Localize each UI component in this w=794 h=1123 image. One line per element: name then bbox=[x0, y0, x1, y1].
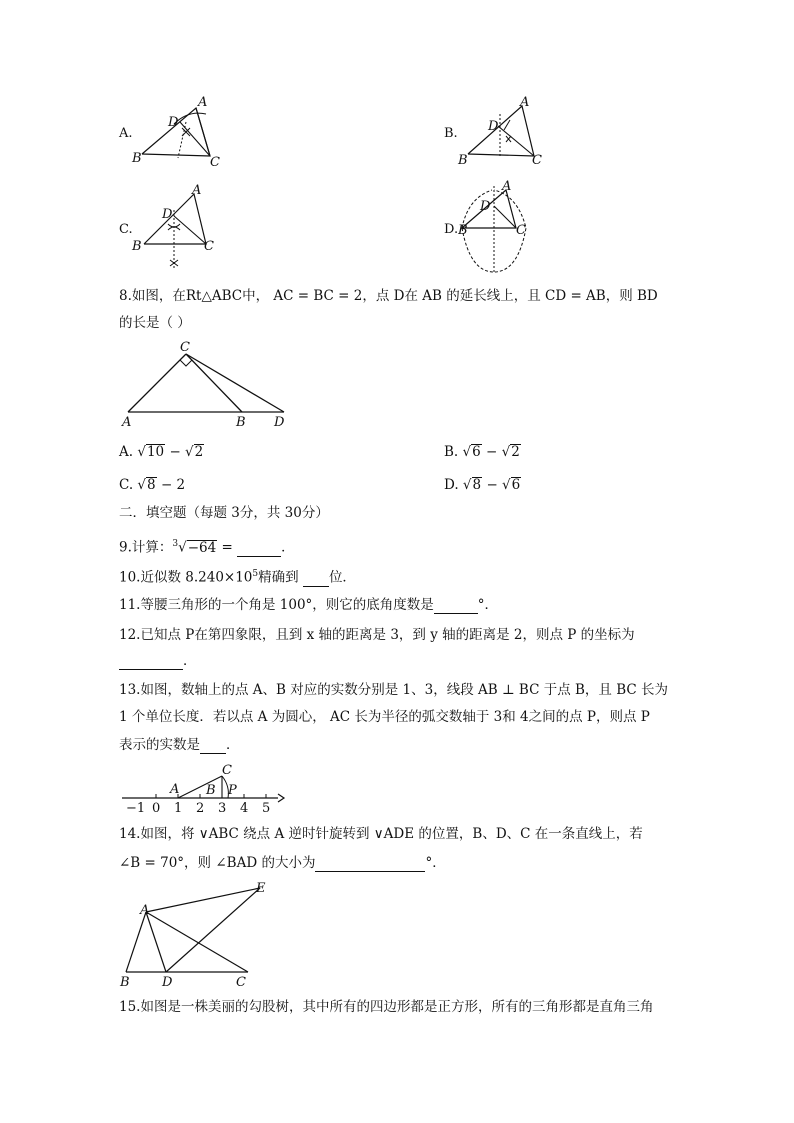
q7-option-c-label: C. bbox=[119, 222, 133, 237]
q8-option-b: B. √6 − √2 bbox=[444, 444, 520, 460]
q7-option-b-label: B. bbox=[444, 126, 458, 141]
q14-label-d: D bbox=[162, 975, 173, 990]
q13-label-a: A bbox=[170, 782, 180, 797]
q9: 9.计算：$^3$√−64 = ． bbox=[119, 539, 295, 556]
q13-tick-neg1: −1 bbox=[126, 801, 146, 816]
q7b-label-a: A bbox=[520, 95, 530, 110]
q7c-label-b: B bbox=[132, 239, 142, 254]
q8-text-line2: 的长是（ ） bbox=[119, 315, 191, 331]
q13-number-line-figure bbox=[118, 760, 288, 816]
q8-option-c: C. √8 − 2 bbox=[119, 477, 186, 493]
q10: 10.近似数 $8.240\times 10^5$精确到 位． bbox=[119, 569, 356, 586]
q14-label-b: B bbox=[120, 975, 130, 990]
q13-answer-blank[interactable] bbox=[200, 739, 226, 754]
q13-label-p: P bbox=[228, 783, 237, 798]
q13-line3: 表示的实数是 ． bbox=[119, 737, 240, 753]
q7-figure-a bbox=[130, 92, 230, 170]
q8-label-b: B bbox=[236, 415, 246, 430]
q7d-label-c: C bbox=[516, 223, 526, 238]
q7b-label-d: D bbox=[488, 119, 499, 134]
q13-tick-2: 2 bbox=[196, 801, 205, 816]
q7c-label-c: C bbox=[204, 239, 214, 254]
q7d-label-b: B bbox=[458, 223, 468, 238]
q8-text-line1: 8.如图，在Rt△ABC中， AC = BC = 2，点 D在 AB 的延长线上，且 CD = AB，则 BD bbox=[119, 288, 658, 304]
q7c-label-d: D bbox=[162, 207, 173, 222]
q15-line1: 15.如图是一株美丽的勾股树，其中所有的四边形都是正方形，所有的三角形都是直角三角 bbox=[119, 999, 654, 1015]
q13-line1: 13.如图，数轴上的点 A、B 对应的实数分别是 1、3，线段 AB ⊥ BC 于点 B，且 BC 长为 bbox=[119, 682, 669, 698]
q7-option-d-label: D. bbox=[444, 222, 459, 237]
q7a-label-b: B bbox=[132, 151, 142, 166]
q12-answer-blank[interactable] bbox=[119, 655, 183, 670]
q11-answer-blank[interactable] bbox=[434, 599, 478, 614]
q8-label-d: D bbox=[274, 415, 285, 430]
q14-label-a: A bbox=[140, 903, 150, 918]
q7-figure-c bbox=[130, 180, 230, 274]
q8-option-d: D. √8 − √6 bbox=[444, 477, 521, 493]
q7-option-a-label: A. bbox=[119, 126, 133, 141]
q7-figure-b bbox=[456, 92, 556, 170]
q8-label-a: A bbox=[122, 415, 132, 430]
section-heading-fill-blank: 二．填空题（每题 3分，共 30分） bbox=[119, 505, 329, 521]
q13-label-b: B bbox=[206, 783, 216, 798]
q10-answer-blank[interactable] bbox=[303, 572, 329, 587]
q7a-label-c: C bbox=[210, 155, 220, 170]
q12-line2: ． bbox=[119, 652, 197, 670]
q13-tick-4: 4 bbox=[240, 801, 249, 816]
q7a-label-d: D bbox=[168, 115, 179, 130]
q14-line2: ∠B = 70°，则 ∠BAD 的大小为 °． bbox=[119, 855, 446, 871]
q14-label-c: C bbox=[236, 975, 246, 990]
q13-line2: 1 个单位长度．若以点 A 为圆心， AC 长为半径的弧交数轴于 3和 4之间的点 P，则点 P bbox=[119, 709, 650, 725]
q7d-label-d: D bbox=[480, 199, 491, 214]
q14-answer-blank[interactable] bbox=[315, 857, 425, 872]
q7b-label-c: C bbox=[532, 153, 542, 168]
q13-tick-5: 5 bbox=[262, 801, 271, 816]
q13-tick-1: 1 bbox=[174, 801, 183, 816]
q14-figure bbox=[116, 878, 276, 990]
q12-line1: 12.已知点 P在第四象限，且到 x 轴的距离是 3，到 y 轴的距离是 2，则点 P 的坐标为 bbox=[119, 627, 635, 643]
q7-figure-d bbox=[458, 176, 558, 278]
q14-label-e: E bbox=[256, 881, 266, 896]
q8-label-c: C bbox=[180, 340, 190, 355]
q13-tick-3: 3 bbox=[218, 801, 227, 816]
q7d-label-a: A bbox=[502, 179, 512, 194]
q9-answer-blank[interactable] bbox=[237, 542, 281, 557]
q13-tick-0: 0 bbox=[152, 801, 161, 816]
q8-option-a: A. √10 − √2 bbox=[119, 444, 204, 460]
q13-label-c: C bbox=[222, 763, 232, 778]
q7c-label-a: A bbox=[192, 183, 202, 198]
q14-line1: 14.如图，将 ∨ABC 绕点 A 逆时针旋转到 ∨ADE 的位置，B、D、C 在一条直线上，若 bbox=[119, 826, 643, 842]
q8-figure bbox=[118, 338, 298, 430]
q7b-label-b: B bbox=[458, 153, 468, 168]
q11: 11.等腰三角形的一个角是 100°，则它的底角度数是 °． bbox=[119, 597, 499, 613]
q7a-label-a: A bbox=[198, 95, 208, 110]
